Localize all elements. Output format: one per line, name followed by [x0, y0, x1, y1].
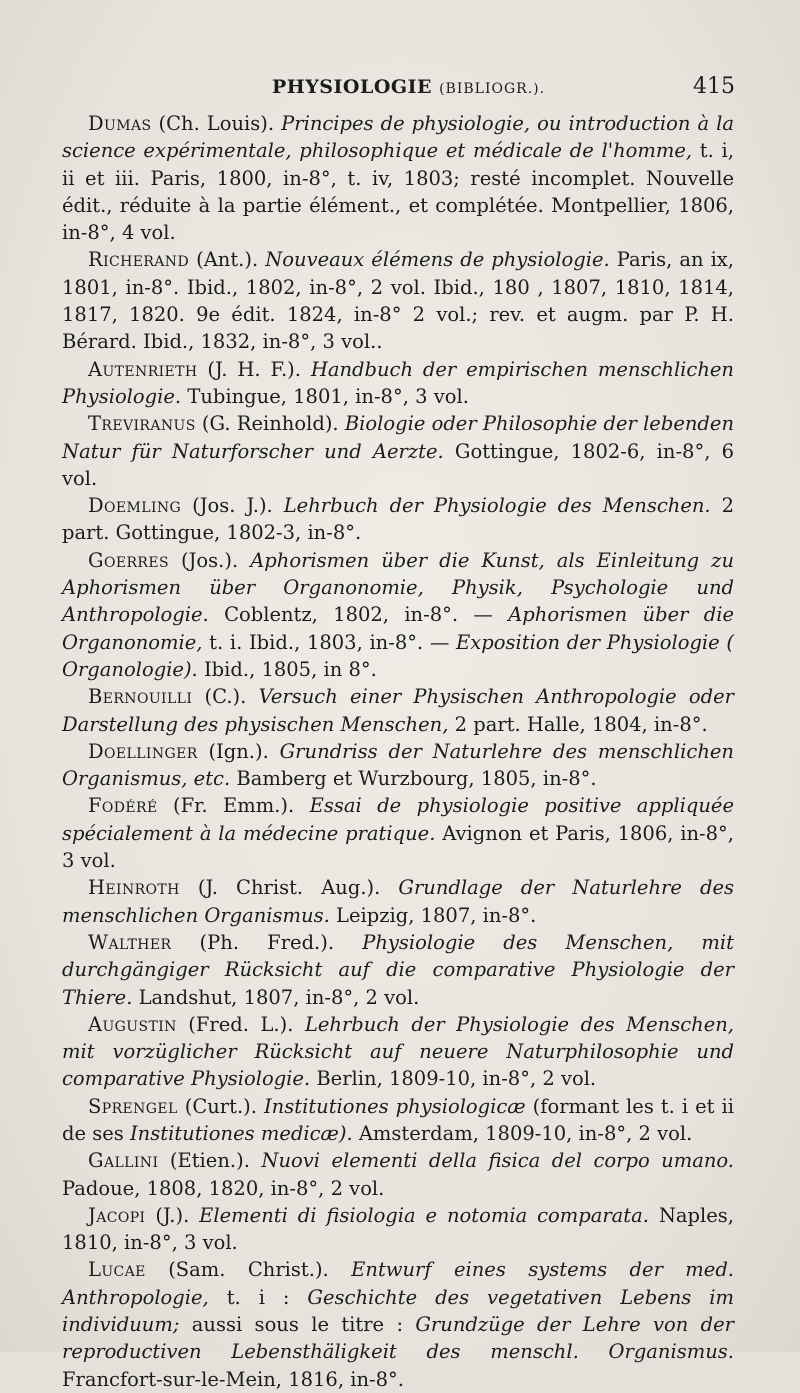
- running-title-sub: (BIBLIOGR.).: [439, 81, 546, 97]
- entry-title-third: Exposition der Physiologie ( Organologie).: [62, 630, 734, 681]
- entry-title: Nouveaux élémens de physiologie.: [265, 248, 610, 272]
- entry-author: Autenrieth: [88, 357, 198, 381]
- bibliography-entry: [62, 1256, 734, 1392]
- entry-title-third: Grundzüge der Lehre von der reproductiven Lebensthäligkeit des menschl. Organismus.: [62, 1313, 734, 1364]
- bibliography-entry: [62, 356, 734, 411]
- entry-author-details: (J. Christ. Aug.).: [179, 876, 399, 900]
- entry-publication: Avignon et Paris, 1806, in-8°, 3 vol.: [62, 821, 735, 873]
- entry-author: Augustin: [88, 1012, 177, 1036]
- entry-publication: Coblentz, 1802, in-8°. —: [208, 603, 509, 627]
- entry-publication-second: t. i. Ibid., 1803, in-8°. —: [202, 630, 457, 654]
- bibliography-entry: [62, 410, 734, 492]
- entry-title: Elementi di fisiologia e notomia comparata.: [199, 1203, 649, 1227]
- entry-title: Lehrbuch der Physiologie des Menschen.: [283, 494, 711, 518]
- entry-publication: Berlin, 1809-10, in-8°, 2 vol.: [310, 1067, 597, 1091]
- entry-publication: Bamberg et Wurzbourg, 1805, in-8°.: [230, 767, 597, 791]
- bibliography-entry: [62, 110, 734, 246]
- entry-title: Essai de physiologie positive appliquée spécialement à la médecine pratique.: [62, 794, 734, 845]
- entry-title: Entwurf eines systems der med. Anthropologie,: [62, 1258, 734, 1309]
- bibliography-entry: [62, 1093, 734, 1148]
- entry-author: Lucae: [88, 1258, 146, 1282]
- entry-author-details: (Ign.).: [197, 739, 280, 763]
- entry-publication-second: Amsterdam, 1809-10, in-8°, 2 vol.: [352, 1121, 693, 1145]
- entry-author: Fodéré: [88, 794, 158, 818]
- bibliography-entry: [62, 738, 734, 793]
- bibliography-entry: [62, 492, 734, 547]
- entry-title: Physiologie des Menschen, mit durchgängiger Rücksicht auf die comparative Physiologie der Thiere.: [62, 930, 734, 1009]
- entry-title: Grundlage der Naturlehre des menschlichen Organismus.: [62, 876, 734, 927]
- entry-author-details: (C.).: [192, 685, 259, 709]
- entry-publication-third: Francfort-sur-le-Mein, 1816, in-8°.: [62, 1367, 404, 1391]
- entry-author-details: (Ant.).: [189, 248, 266, 272]
- entry-author-details: (Ch. Louis).: [151, 112, 282, 135]
- bibliography-entry: [62, 792, 734, 874]
- entry-author: Walther: [88, 930, 172, 954]
- entry-title: Institutiones physiologicæ: [263, 1094, 526, 1118]
- entry-publication-second: aussi sous le titre :: [179, 1313, 416, 1337]
- entry-publication: Tubingue, 1801, in-8°, 3 vol.: [181, 384, 469, 408]
- bibliography-entry: [62, 874, 734, 929]
- entry-author-details: (Fr. Emm.).: [157, 794, 310, 818]
- entry-author-details: (Ph. Fred.).: [171, 930, 363, 954]
- running-title: [272, 76, 545, 98]
- entry-title-second: Aphorismen über die Organonomie,: [62, 603, 735, 654]
- entry-author: Sprengel: [88, 1094, 178, 1118]
- entry-author: Gallini: [88, 1149, 159, 1173]
- entry-title: Lehrbuch der Physiologie des Menschen, mit vorzüglicher Rücksicht auf neuere Naturphilosophie und comparative Physiologie.: [62, 1012, 734, 1091]
- entry-publication: 2 part. Gottingue, 1802-3, in-8°.: [62, 494, 734, 545]
- entry-author-details: (Jos. J.).: [181, 494, 284, 518]
- entry-publication: Landshut, 1807, in-8°, 2 vol.: [132, 985, 420, 1009]
- entry-author: Richerand: [88, 248, 190, 272]
- entry-publication: Padoue, 1808, 1820, in-8°, 2 vol.: [62, 1176, 385, 1200]
- entry-author: Dumas: [88, 112, 152, 135]
- entry-publication: Naples, 1810, in-8°, 3 vol.: [62, 1203, 734, 1255]
- entry-title-second: Institutiones medicæ).: [129, 1121, 353, 1145]
- entry-publication: t. i :: [208, 1285, 308, 1309]
- page-number: 415: [693, 74, 735, 99]
- entry-author-details: (Jos.).: [168, 548, 251, 572]
- running-title-main: PHYSIOLOGIE: [272, 76, 432, 98]
- entry-publication: t. i, ii et iii. Paris, 1800, in-8°, t. iv, 1803; resté incomplet. Nouvelle édit., réduite à la partie élément., et complétée. Montpellier, 1806, in-8°, 4 vol.: [62, 139, 734, 245]
- entry-title: Principes de physiologie, ou introduction à la science expérimentale, philosophique et médicale de l'homme,: [62, 112, 734, 163]
- entry-title: Handbuch der empirischen menschlichen Physiologie.: [62, 357, 734, 408]
- entry-title: Nuovi elementi della fisica del corpo umano.: [261, 1149, 735, 1173]
- entry-author-details: (G. Reinhold).: [195, 412, 345, 436]
- bibliography-entry: [62, 683, 734, 738]
- entry-publication: Paris, an ix, 1801, in-8°. Ibid., 1802, in-8°, 2 vol. Ibid., 180 , 1807, 1810, 1814, 1817, 1820. 9e édit. 1824, in-8° 2 vol.; rev. et augm. par P. H. Bérard. Ibid., 1832, in-8°, 3 vol..: [62, 248, 734, 354]
- entry-publication: Leipzig, 1807, in-8°.: [329, 903, 537, 927]
- bibliography-list: [62, 110, 734, 1393]
- entry-author-details: (Sam. Christ.).: [145, 1258, 352, 1282]
- entry-title: Versuch einer Physischen Anthropologie oder Darstellung des physischen Menschen,: [62, 685, 735, 736]
- entry-author-details: (J.).: [145, 1203, 200, 1227]
- running-header: [60, 74, 735, 106]
- entry-publication: Gottingue, 1802-6, in-8°, 6 vol.: [62, 439, 734, 490]
- entry-title-second: Geschichte des vegetativen Lebens im individuum;: [62, 1285, 734, 1337]
- bibliography-entry: [62, 1202, 734, 1257]
- entry-author: Doemling: [88, 494, 182, 518]
- entry-author: Bernouilli: [88, 685, 193, 709]
- entry-publication: (formant les t. i et ii de ses: [62, 1094, 734, 1145]
- entry-author: Heinroth: [88, 876, 180, 900]
- entry-author: Goerres: [88, 548, 169, 572]
- entry-title: Biologie oder Philosophie der lebenden Natur für Naturforscher und Aerzte.: [62, 412, 735, 463]
- entry-author: Jacopi: [88, 1203, 146, 1227]
- entry-publication: 2 part. Halle, 1804, in-8°.: [448, 712, 708, 736]
- entry-title: Aphorismen über die Kunst, als Einleitung zu Aphorismen über Organonomie, Physik, Psychologie und Anthropologie.: [62, 548, 735, 627]
- entry-author-details: (Curt.).: [177, 1094, 264, 1118]
- bibliography-entry: [62, 1147, 734, 1202]
- bibliography-entry: [62, 547, 734, 683]
- bibliography-entry: [62, 246, 734, 355]
- bibliography-entry: [62, 929, 734, 1011]
- bibliography-entry: [62, 1011, 734, 1093]
- entry-author-details: (Fred. L.).: [176, 1012, 305, 1036]
- entry-author-details: (Etien.).: [158, 1149, 262, 1173]
- entry-author-details: (J. H. F.).: [197, 357, 311, 381]
- entry-author: Doellinger: [88, 739, 198, 763]
- entry-publication-third: Ibid., 1805, in 8°.: [197, 657, 377, 681]
- entry-author: Treviranus: [88, 412, 196, 436]
- entry-title: Grundriss der Naturlehre des menschlichen Organismus, etc.: [62, 739, 734, 791]
